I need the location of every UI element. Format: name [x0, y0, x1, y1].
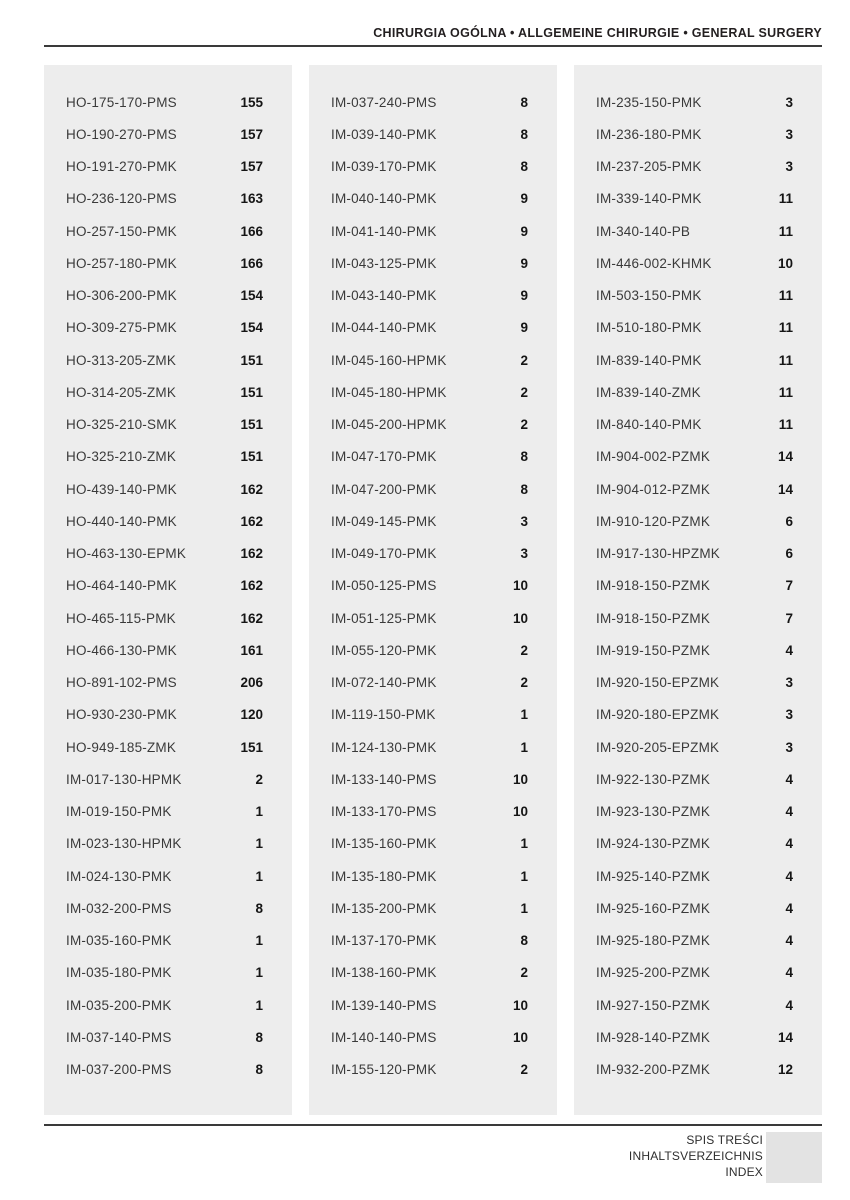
page-number: 10: [512, 578, 528, 594]
page-number: 157: [240, 126, 263, 142]
product-code: IM-840-140-PMK: [596, 417, 702, 433]
index-row: [66, 247, 263, 279]
page-number: 14: [777, 1029, 793, 1045]
product-code: IM-050-125-PMS: [331, 578, 437, 594]
product-code: IM-919-150-PZMK: [596, 642, 711, 658]
product-code: IM-138-160-PMK: [331, 965, 437, 981]
index-row: [331, 699, 528, 731]
product-code: IM-918-150-PZMK: [596, 610, 711, 626]
page-number: 9: [520, 223, 528, 239]
index-row: [66, 151, 263, 183]
page-number: 1: [520, 900, 528, 916]
product-code: IM-925-200-PZMK: [596, 965, 711, 981]
page-number: 162: [240, 578, 263, 594]
page-number: 3: [785, 739, 793, 755]
index-row: [331, 602, 528, 634]
index-row: [596, 183, 793, 215]
page-number: 10: [512, 804, 528, 820]
index-row: [331, 892, 528, 924]
footer-caption: [629, 1132, 763, 1180]
index-row: [331, 376, 528, 408]
index-row: [596, 667, 793, 699]
index-row: [596, 538, 793, 570]
product-code: HO-440-140-PMK: [66, 513, 177, 529]
page-number: 3: [785, 707, 793, 723]
index-row: [331, 1021, 528, 1053]
product-code: IM-019-150-PMK: [66, 804, 172, 820]
product-code: IM-920-205-EPZMK: [596, 739, 720, 755]
index-row: [331, 570, 528, 602]
product-code: IM-139-140-PMS: [331, 997, 437, 1013]
product-code: IM-932-200-PZMK: [596, 1062, 711, 1078]
page-header-title: CHIRURGIA OGÓLNA • ALLGEMEINE CHIRURGIE • GENERAL SURGERY: [373, 26, 822, 40]
product-code: IM-023-130-HPMK: [66, 836, 182, 852]
page-number: 2: [520, 965, 528, 981]
page-number: 1: [255, 868, 263, 884]
page-number: 162: [240, 481, 263, 497]
page-number: 2: [520, 1062, 528, 1078]
index-row: [331, 763, 528, 795]
page-number: 162: [240, 610, 263, 626]
page-number: 1: [520, 707, 528, 723]
product-code: IM-047-200-PMK: [331, 481, 437, 497]
index-row: [331, 925, 528, 957]
index-row: [66, 892, 263, 924]
page-number: 8: [255, 1029, 263, 1045]
page-number: 3: [520, 513, 528, 529]
product-code: IM-920-150-EPZMK: [596, 675, 720, 691]
product-code: IM-904-002-PZMK: [596, 449, 711, 465]
index-row: [66, 731, 263, 763]
index-row: [66, 1021, 263, 1053]
page-number: 8: [255, 900, 263, 916]
index-row: [66, 215, 263, 247]
product-code: HO-313-205-ZMK: [66, 352, 177, 368]
page-number: 4: [785, 804, 793, 820]
product-code: IM-135-200-PMK: [331, 900, 437, 916]
page-number: 9: [520, 288, 528, 304]
page-number: 151: [240, 739, 263, 755]
page-number: 6: [785, 513, 793, 529]
product-code: IM-922-130-PZMK: [596, 771, 711, 787]
page-number: 1: [255, 933, 263, 949]
index-row: [596, 989, 793, 1021]
product-code: HO-465-115-PMK: [66, 610, 176, 626]
page-number: 9: [520, 255, 528, 271]
product-code: IM-055-120-PMK: [331, 642, 437, 658]
product-code: IM-235-150-PMK: [596, 94, 702, 110]
page-number: 8: [520, 481, 528, 497]
index-row: [66, 118, 263, 150]
product-code: IM-503-150-PMK: [596, 288, 702, 304]
index-row: [66, 473, 263, 505]
index-row: [596, 118, 793, 150]
page-number: 166: [240, 223, 263, 239]
product-code: IM-133-140-PMS: [331, 771, 437, 787]
product-code: IM-045-160-HPMK: [331, 352, 447, 368]
index-row: [66, 828, 263, 860]
page-number: 3: [785, 126, 793, 142]
index-row: [66, 796, 263, 828]
product-code: HO-191-270-PMK: [66, 159, 177, 175]
page-number: 11: [778, 417, 793, 433]
page-number: 163: [240, 191, 263, 207]
product-code: HO-464-140-PMK: [66, 578, 177, 594]
header-rule: [44, 45, 822, 47]
product-code: IM-910-120-PZMK: [596, 513, 711, 529]
product-code: HO-463-130-EPMK: [66, 546, 187, 562]
product-code: HO-257-150-PMK: [66, 223, 177, 239]
product-code: IM-037-200-PMS: [66, 1062, 172, 1078]
product-code: IM-039-170-PMK: [331, 159, 437, 175]
index-row: [596, 892, 793, 924]
index-row: [331, 505, 528, 537]
page-number: 8: [520, 449, 528, 465]
product-code: IM-133-170-PMS: [331, 804, 437, 820]
product-code: IM-918-150-PZMK: [596, 578, 711, 594]
page-number: 8: [520, 126, 528, 142]
index-row: [66, 183, 263, 215]
page-number: 151: [240, 449, 263, 465]
product-code: HO-325-210-SMK: [66, 417, 177, 433]
index-row: [66, 538, 263, 570]
product-code: IM-072-140-PMK: [331, 675, 437, 691]
product-code: HO-236-120-PMS: [66, 191, 177, 207]
product-code: IM-924-130-PZMK: [596, 836, 711, 852]
index-row: [66, 957, 263, 989]
page-number: 154: [240, 288, 263, 304]
product-code: HO-175-170-PMS: [66, 94, 177, 110]
product-code: IM-035-200-PMK: [66, 997, 172, 1013]
index-row: [66, 699, 263, 731]
product-code: IM-049-145-PMK: [331, 513, 437, 529]
index-row: [66, 409, 263, 441]
product-code: IM-043-125-PMK: [331, 255, 437, 271]
page-number: 162: [240, 513, 263, 529]
index-row: [331, 183, 528, 215]
index-row: [331, 731, 528, 763]
page-number: 4: [785, 997, 793, 1013]
page-number: 11: [778, 352, 793, 368]
page-number: 1: [255, 836, 263, 852]
product-code: HO-306-200-PMK: [66, 288, 177, 304]
page-number: 157: [240, 159, 263, 175]
product-code: IM-839-140-PMK: [596, 352, 702, 368]
index-row: [596, 1021, 793, 1053]
product-code: IM-446-002-KHMK: [596, 255, 712, 271]
page-number: 4: [785, 900, 793, 916]
product-code: IM-045-200-HPMK: [331, 417, 447, 433]
page-number: 2: [520, 417, 528, 433]
index-row: [331, 215, 528, 247]
index-row: [331, 441, 528, 473]
index-row: [596, 151, 793, 183]
index-row: [331, 247, 528, 279]
product-code: IM-928-140-PZMK: [596, 1029, 711, 1045]
page-number: 9: [520, 191, 528, 207]
page-number: 120: [240, 707, 263, 723]
page-number: 151: [240, 384, 263, 400]
product-code: IM-904-012-PZMK: [596, 481, 711, 497]
product-code: HO-190-270-PMS: [66, 126, 177, 142]
index-row: [331, 118, 528, 150]
product-code: IM-039-140-PMK: [331, 126, 437, 142]
page-number: 9: [520, 320, 528, 336]
index-row: [331, 409, 528, 441]
page-number: 10: [512, 1029, 528, 1045]
index-column-2: [309, 65, 557, 1115]
index-row: [66, 376, 263, 408]
product-code: IM-032-200-PMS: [66, 900, 172, 916]
index-row: [596, 280, 793, 312]
index-columns-container: [44, 65, 822, 1115]
page-number: 7: [785, 578, 793, 594]
index-row: [596, 634, 793, 666]
product-code: IM-155-120-PMK: [331, 1062, 437, 1078]
index-row: [331, 473, 528, 505]
product-code: HO-466-130-PMK: [66, 642, 177, 658]
page-number: 11: [778, 223, 793, 239]
page-number: 3: [520, 546, 528, 562]
product-code: IM-044-140-PMK: [331, 320, 437, 336]
index-row: [66, 441, 263, 473]
index-row: [331, 86, 528, 118]
footer-line-en: INDEX: [725, 1165, 763, 1179]
page-number: 11: [778, 288, 793, 304]
index-row: [66, 763, 263, 795]
page-number: 2: [520, 352, 528, 368]
product-code: IM-339-140-PMK: [596, 191, 702, 207]
index-row: [66, 1054, 263, 1086]
page-number: 1: [520, 836, 528, 852]
product-code: IM-047-170-PMK: [331, 449, 437, 465]
product-code: IM-340-140-PB: [596, 223, 691, 239]
product-code: IM-041-140-PMK: [331, 223, 437, 239]
index-row: [596, 505, 793, 537]
product-code: IM-920-180-EPZMK: [596, 707, 720, 723]
product-code: IM-927-150-PZMK: [596, 997, 711, 1013]
footer-rule: [44, 1124, 822, 1126]
index-row: [331, 151, 528, 183]
index-row: [66, 989, 263, 1021]
product-code: IM-135-160-PMK: [331, 836, 437, 852]
index-row: [331, 634, 528, 666]
product-code: HO-930-230-PMK: [66, 707, 177, 723]
page-number: 154: [240, 320, 263, 336]
product-code: IM-135-180-PMK: [331, 868, 437, 884]
product-code: IM-040-140-PMK: [331, 191, 437, 207]
index-row: [66, 344, 263, 376]
page-number: 14: [777, 481, 793, 497]
index-row: [66, 505, 263, 537]
page-number: 1: [520, 739, 528, 755]
index-row: [66, 667, 263, 699]
index-row: [331, 796, 528, 828]
page-number: 10: [512, 997, 528, 1013]
page-number: 10: [512, 610, 528, 626]
product-code: IM-049-170-PMK: [331, 546, 437, 562]
product-code: HO-257-180-PMK: [66, 255, 177, 271]
index-row: [596, 409, 793, 441]
product-code: IM-035-160-PMK: [66, 933, 172, 949]
page-number: 4: [785, 771, 793, 787]
index-row: [331, 538, 528, 570]
index-row: [596, 247, 793, 279]
index-row: [596, 441, 793, 473]
page-number: 166: [240, 255, 263, 271]
index-row: [66, 634, 263, 666]
index-row: [596, 796, 793, 828]
index-row: [331, 860, 528, 892]
page-number: 14: [777, 449, 793, 465]
index-row: [66, 602, 263, 634]
product-code: IM-017-130-HPMK: [66, 771, 182, 787]
index-row: [331, 1054, 528, 1086]
product-code: HO-325-210-ZMK: [66, 449, 177, 465]
page-number: 3: [785, 159, 793, 175]
product-code: HO-891-102-PMS: [66, 675, 177, 691]
index-row: [596, 957, 793, 989]
index-row: [596, 699, 793, 731]
product-code: IM-051-125-PMK: [331, 610, 437, 626]
index-row: [596, 763, 793, 795]
index-row: [596, 344, 793, 376]
page-number: 11: [778, 191, 793, 207]
footer-tab-marker: [766, 1132, 822, 1183]
product-code: IM-923-130-PZMK: [596, 804, 711, 820]
page-number: 10: [777, 255, 793, 271]
product-code: IM-137-170-PMK: [331, 933, 437, 949]
page-number: 1: [255, 997, 263, 1013]
page-number: 3: [785, 94, 793, 110]
footer-line-de: INHALTSVERZEICHNIS: [628, 1149, 763, 1163]
page-number: 4: [785, 868, 793, 884]
index-row: [331, 344, 528, 376]
page-number: 4: [785, 642, 793, 658]
index-row: [596, 731, 793, 763]
index-row: [596, 473, 793, 505]
product-code: IM-917-130-HPZMK: [596, 546, 720, 562]
page-number: 2: [520, 642, 528, 658]
product-code: HO-314-205-ZMK: [66, 384, 177, 400]
footer-line-pl: SPIS TREŚCI: [686, 1133, 763, 1147]
page-number: 2: [520, 384, 528, 400]
page-number: 4: [785, 933, 793, 949]
product-code: IM-839-140-ZMK: [596, 384, 701, 400]
page-number: 8: [520, 159, 528, 175]
index-row: [331, 667, 528, 699]
index-row: [596, 602, 793, 634]
product-code: HO-949-185-ZMK: [66, 739, 177, 755]
product-code: HO-439-140-PMK: [66, 481, 177, 497]
index-row: [66, 925, 263, 957]
page-number: 8: [520, 94, 528, 110]
product-code: IM-925-140-PZMK: [596, 868, 711, 884]
product-code: IM-925-160-PZMK: [596, 900, 711, 916]
page-number: 1: [520, 868, 528, 884]
index-row: [331, 957, 528, 989]
index-row: [596, 828, 793, 860]
product-code: IM-043-140-PMK: [331, 288, 437, 304]
index-row: [66, 570, 263, 602]
index-row: [596, 312, 793, 344]
index-row: [66, 280, 263, 312]
page-number: 6: [785, 546, 793, 562]
product-code: IM-124-130-PMK: [331, 739, 437, 755]
page-number: 1: [255, 804, 263, 820]
page-number: 3: [785, 675, 793, 691]
index-row: [596, 86, 793, 118]
product-code: IM-037-140-PMS: [66, 1029, 172, 1045]
page-number: 162: [240, 546, 263, 562]
index-row: [596, 925, 793, 957]
page-number: 7: [785, 610, 793, 626]
page-number: 10: [512, 771, 528, 787]
index-row: [596, 376, 793, 408]
page-number: 1: [255, 965, 263, 981]
product-code: IM-119-150-PMK: [331, 707, 436, 723]
index-row: [331, 312, 528, 344]
page-number: 206: [240, 675, 263, 691]
index-row: [66, 312, 263, 344]
product-code: IM-510-180-PMK: [596, 320, 702, 336]
page-number: 11: [778, 384, 793, 400]
product-code: IM-237-205-PMK: [596, 159, 702, 175]
page-number: 4: [785, 836, 793, 852]
index-row: [331, 989, 528, 1021]
page-number: 8: [520, 933, 528, 949]
page-number: 2: [520, 675, 528, 691]
index-row: [66, 86, 263, 118]
page-number: 155: [240, 94, 263, 110]
product-code: IM-045-180-HPMK: [331, 384, 447, 400]
index-row: [66, 860, 263, 892]
product-code: IM-236-180-PMK: [596, 126, 702, 142]
index-row: [596, 1054, 793, 1086]
index-row: [331, 280, 528, 312]
index-row: [596, 860, 793, 892]
page-number: 2: [255, 771, 263, 787]
index-row: [331, 828, 528, 860]
page-number: 151: [240, 417, 263, 433]
page-number: 161: [240, 642, 263, 658]
index-row: [596, 215, 793, 247]
index-column-1: [44, 65, 292, 1115]
product-code: IM-037-240-PMS: [331, 94, 437, 110]
product-code: IM-024-130-PMK: [66, 868, 172, 884]
page-number: 4: [785, 965, 793, 981]
product-code: IM-035-180-PMK: [66, 965, 172, 981]
page-number: 11: [778, 320, 793, 336]
page-number: 8: [255, 1062, 263, 1078]
product-code: IM-925-180-PZMK: [596, 933, 711, 949]
page-number: 151: [240, 352, 263, 368]
product-code: HO-309-275-PMK: [66, 320, 177, 336]
index-row: [596, 570, 793, 602]
product-code: IM-140-140-PMS: [331, 1029, 437, 1045]
page-number: 12: [777, 1062, 793, 1078]
index-column-3: [574, 65, 822, 1115]
